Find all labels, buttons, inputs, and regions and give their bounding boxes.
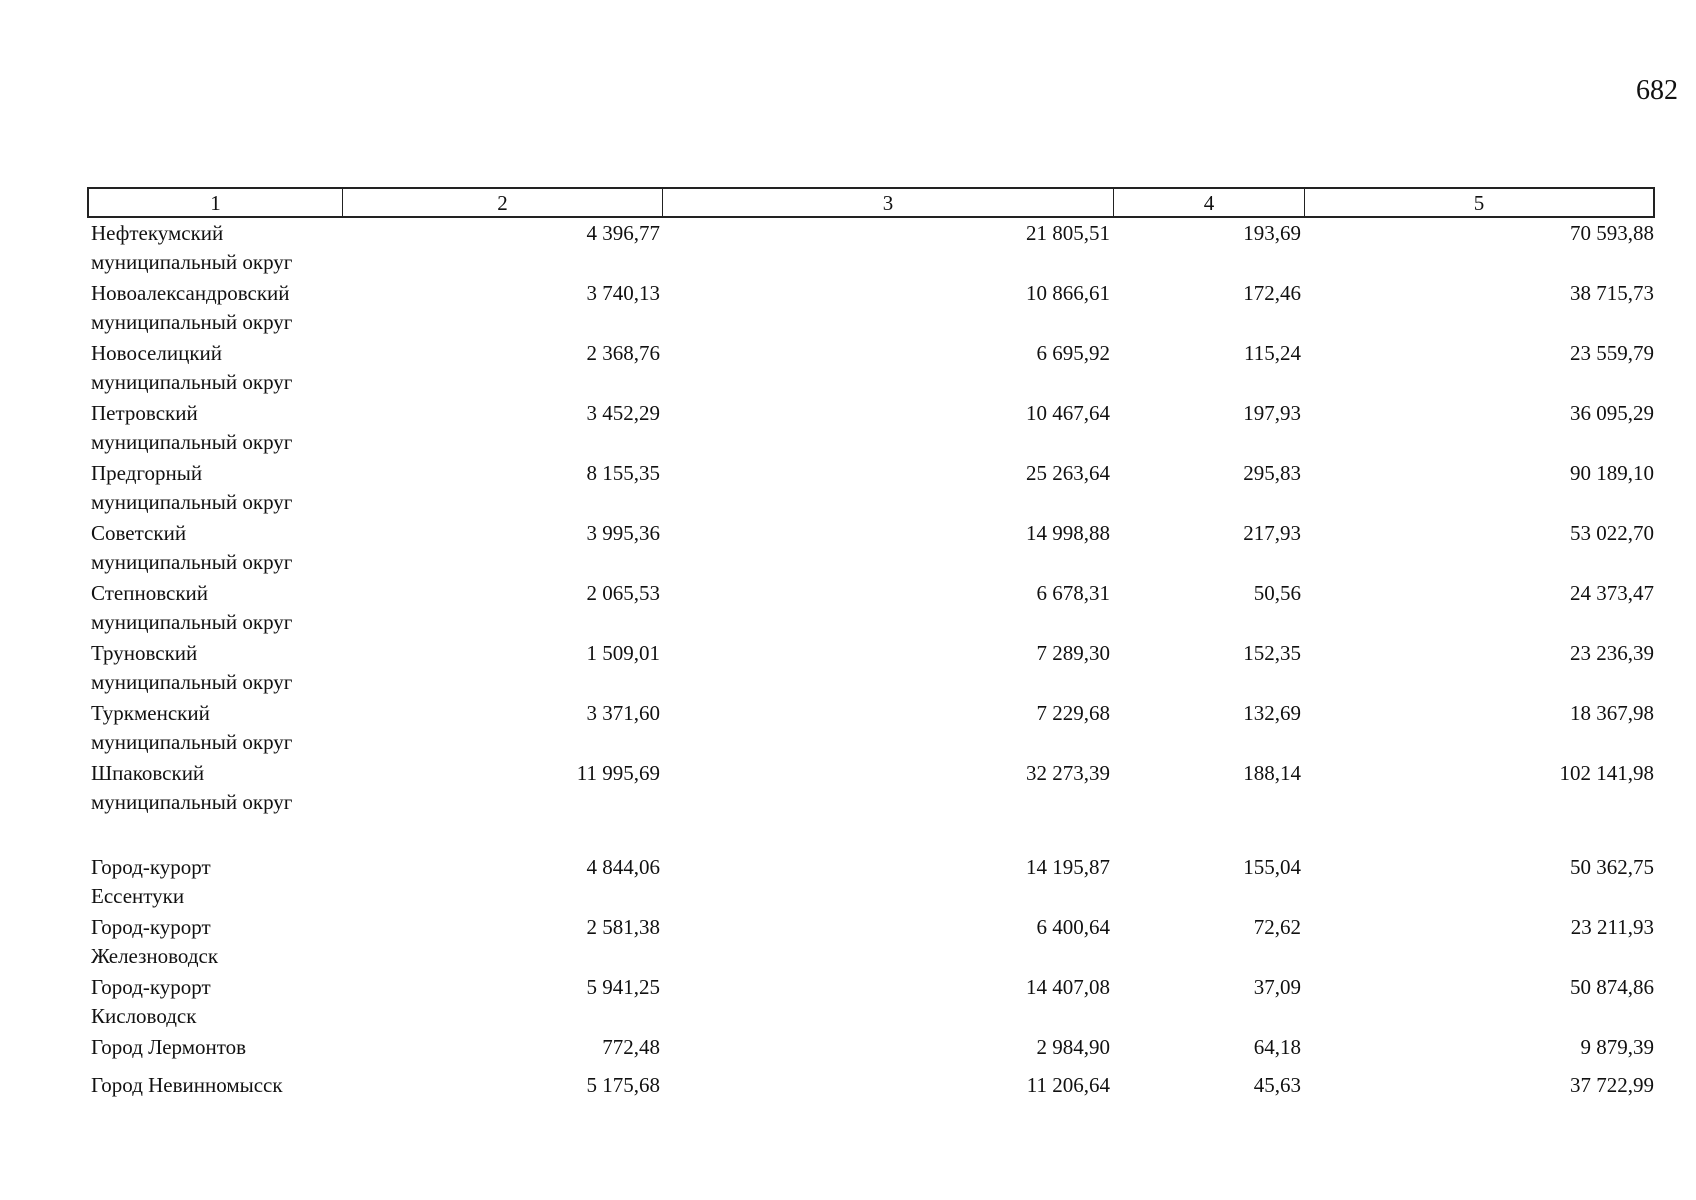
row-value-col2: 4 844,06 [586,855,660,879]
row-value-col3: 21 805,51 [1026,221,1110,245]
row-name-line2: Ессентуки [91,883,185,908]
row-value-col5: 38 715,73 [1570,281,1654,305]
row-value-col3: 7 229,68 [1036,701,1110,725]
row-name-line2: муниципальный округ [91,249,293,274]
row-value-col4: 217,93 [1243,521,1301,545]
table-row [0,699,1696,755]
row-value-col3: 2 984,90 [1036,1035,1110,1059]
row-value-col2: 3 452,29 [586,401,660,425]
row-value-col4: 197,93 [1243,401,1301,425]
row-name-line2: Железноводск [91,943,219,968]
row-value-col2: 5 175,68 [586,1073,660,1097]
row-name-line1: Туркменский [91,701,210,725]
row-value-col2: 772,48 [602,1035,660,1059]
row-value-col2: 2 368,76 [586,341,660,365]
row-value-col5: 50 362,75 [1570,855,1654,879]
table-row [0,973,1696,1029]
row-name-line1: Новоалександровский [91,281,290,305]
row-value-col3: 11 206,64 [1026,1073,1110,1097]
row-value-col2: 2 581,38 [586,915,660,939]
row-value-col5: 23 211,93 [1570,915,1654,939]
table-row [0,459,1696,515]
row-value-col4: 72,62 [1253,915,1301,939]
row-value-col2: 4 396,77 [586,221,660,245]
header-cell-2: 2 [343,189,663,216]
row-value-col4: 50,56 [1253,581,1301,605]
row-name [91,759,351,816]
row-value-col5: 53 022,70 [1570,521,1654,545]
row-name [91,399,351,456]
row-value-col4: 64,18 [1253,1035,1301,1059]
row-name [91,459,351,516]
row-name [91,1033,351,1062]
row-name [91,519,351,576]
row-name-line1: Город Лермонтов [91,1035,247,1059]
row-name [91,219,351,276]
row-name [91,973,351,1030]
row-value-col5: 102 141,98 [1559,761,1654,785]
table-row [0,759,1696,815]
row-value-col5: 18 367,98 [1570,701,1654,725]
row-name [91,853,351,910]
row-value-col4: 45,63 [1253,1073,1301,1097]
row-name-line1: Город-курорт [91,915,211,939]
row-value-col5: 36 095,29 [1570,401,1654,425]
row-value-col2: 3 740,13 [586,281,660,305]
row-name-line1: Советский [91,521,187,545]
page-number: 682 [1636,75,1678,106]
table-row [0,913,1696,969]
row-value-col3: 7 289,30 [1036,641,1110,665]
header-cell-5: 5 [1473,191,1485,215]
row-value-col3: 10 467,64 [1026,401,1110,425]
row-name-line2: муниципальный округ [91,429,293,454]
table-row [0,279,1696,335]
row-name-line2: муниципальный округ [91,669,293,694]
row-value-col3: 6 400,64 [1036,915,1110,939]
row-value-col4: 152,35 [1243,641,1301,665]
row-value-col4: 188,14 [1243,761,1301,785]
row-value-col3: 32 273,39 [1026,761,1110,785]
row-value-col5: 24 373,47 [1570,581,1654,605]
row-name [91,913,351,970]
row-value-col5: 37 722,99 [1570,1073,1654,1097]
table-row [0,519,1696,575]
row-value-col3: 6 695,92 [1036,341,1110,365]
row-value-col2: 1 509,01 [586,641,660,665]
row-value-col2: 3 371,60 [586,701,660,725]
row-value-col5: 23 236,39 [1570,641,1654,665]
table-row [0,853,1696,909]
row-name [91,639,351,696]
row-value-col5: 9 879,39 [1580,1035,1654,1059]
row-value-col5: 70 593,88 [1570,221,1654,245]
row-value-col4: 37,09 [1253,975,1301,999]
row-name-line2: муниципальный округ [91,549,293,574]
row-value-col4: 295,83 [1243,461,1301,485]
row-name-line1: Степновский [91,581,208,605]
row-name-line2: муниципальный округ [91,309,293,334]
row-value-col3: 14 195,87 [1026,855,1110,879]
row-name-line1: Петровский [91,401,198,425]
row-name-line2: муниципальный округ [91,609,293,634]
row-name-line1: Шпаковский [91,761,205,785]
row-value-col4: 115,24 [1244,341,1301,365]
row-value-col5: 50 874,86 [1570,975,1654,999]
table-row [0,1071,1696,1127]
row-name-line1: Город-курорт [91,975,211,999]
row-value-col4: 155,04 [1243,855,1301,879]
row-name [91,579,351,636]
table-row [0,639,1696,695]
row-name [91,699,351,756]
row-value-col2: 2 065,53 [586,581,660,605]
table-row [0,399,1696,455]
row-name [91,1071,351,1100]
row-name-line1: Труновский [91,641,198,665]
row-name-line1: Предгорный [91,461,203,485]
row-value-col2: 5 941,25 [586,975,660,999]
row-value-col5: 90 189,10 [1570,461,1654,485]
row-value-col3: 25 263,64 [1026,461,1110,485]
row-value-col5: 23 559,79 [1570,341,1654,365]
header-cell-4: 4 [1114,189,1305,216]
row-value-col3: 6 678,31 [1036,581,1110,605]
table-row [0,579,1696,635]
row-name-line2: муниципальный округ [91,729,293,754]
table-row [0,219,1696,275]
row-value-col4: 172,46 [1243,281,1301,305]
row-name [91,279,351,336]
header-cell-1: 1 [89,189,343,216]
table-row [0,339,1696,395]
row-name-line1: Город-курорт [91,855,211,879]
row-name-line1: Город Невинномысск [91,1073,283,1097]
row-value-col2: 3 995,36 [586,521,660,545]
row-value-col3: 10 866,61 [1026,281,1110,305]
row-value-col4: 193,69 [1243,221,1301,245]
row-name-line1: Нефтекумский [91,221,224,245]
row-name [91,339,351,396]
row-value-col3: 14 998,88 [1026,521,1110,545]
row-value-col2: 11 995,69 [576,761,660,785]
row-value-col3: 14 407,08 [1026,975,1110,999]
row-name-line2: муниципальный округ [91,789,293,814]
row-value-col2: 8 155,35 [586,461,660,485]
row-name-line1: Новоселицкий [91,341,222,365]
row-name-line2: муниципальный округ [91,489,293,514]
row-value-col4: 132,69 [1243,701,1301,725]
row-name-line2: Кисловодск [91,1003,197,1028]
row-name-line2: муниципальный округ [91,369,293,394]
header-cell-3: 3 [663,189,1114,216]
